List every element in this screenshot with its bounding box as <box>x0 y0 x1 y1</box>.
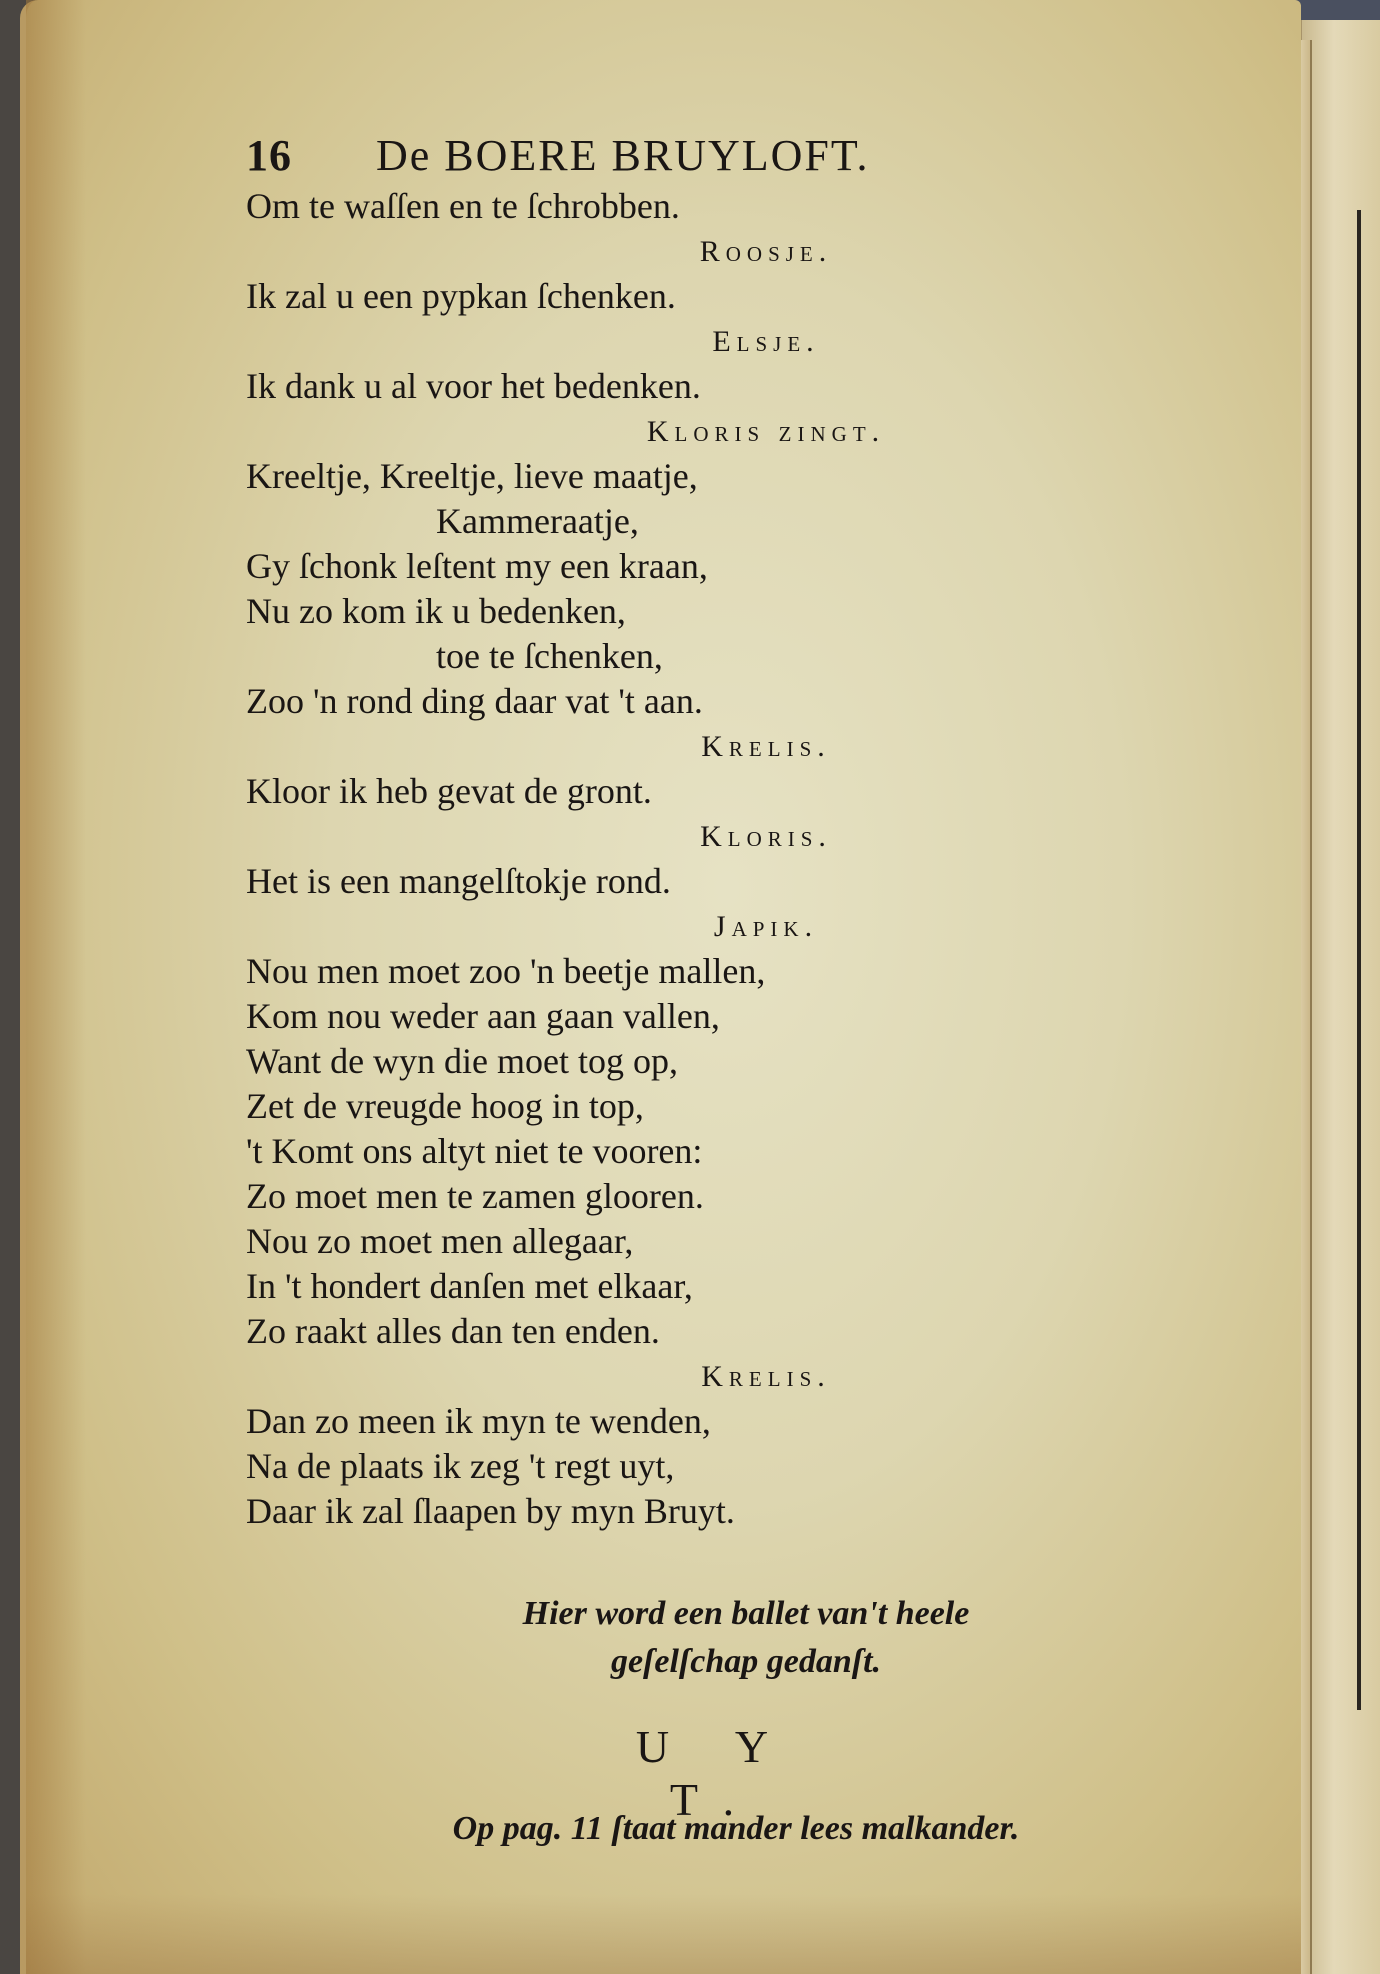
verse-line: Kloor ik heb gevat de gront. <box>246 771 652 811</box>
verse-line: Gy ſchonk leſtent my een kraan, <box>246 546 708 586</box>
speaker-name: Krelis. <box>701 1360 831 1393</box>
verse-line: Na de plaats ik zeg 't regt uyt, <box>246 1446 675 1486</box>
verse-line: Kreeltje, Kreeltje, lieve maatje, <box>246 456 698 496</box>
verse-line: Zet de vreugde hoog in top, <box>246 1086 644 1126</box>
verse-line: Zo raakt alles dan ten enden. <box>246 1311 660 1351</box>
end-mark: U Y T. <box>635 1721 797 1825</box>
speaker-name: Elsje. <box>712 325 820 358</box>
verse-lines <box>246 184 1116 1534</box>
verse-line: Ik zal u een pypkan ſchenken. <box>246 276 676 316</box>
speaker-name: Japik. <box>713 910 819 943</box>
speaker-name: Kloris. <box>700 820 832 853</box>
verse-line: Zo moet men te zamen glooren. <box>246 1176 704 1216</box>
speaker-name: Krelis. <box>701 730 831 763</box>
errata-note: Op pag. 11 ſtaat mander lees malkander. <box>452 1810 1020 1847</box>
verse-line: Zoo 'n rond ding daar vat 't aan. <box>246 681 703 721</box>
verse-line: Nou zo moet men allegaar, <box>246 1221 634 1261</box>
book-page <box>20 0 1301 1974</box>
verse-line: Ik dank u al voor het bedenken. <box>246 366 701 406</box>
verse-line: toe te ſchenken, <box>436 636 663 676</box>
verse-line: Dan zo meen ik myn te wenden, <box>246 1401 711 1441</box>
stage-direction <box>426 1590 1066 1686</box>
verse-line: Kammeraatje, <box>436 501 639 541</box>
verse-line: Het is een mangelſtokje rond. <box>246 861 671 901</box>
verse-line: Om te waſſen en te ſchrobben. <box>246 186 680 226</box>
page-text <box>246 130 1116 1534</box>
verse-line: Nu zo kom ik u bedenken, <box>246 591 626 631</box>
verse-line: Daar ik zal ſlaapen by myn Bruyt. <box>246 1491 735 1531</box>
verse-line: Kom nou weder aan gaan vallen, <box>246 996 720 1036</box>
facing-page <box>1300 20 1380 1974</box>
page-bottom-shadow <box>26 1894 1301 1974</box>
verse-line: 't Komt ons altyt niet te vooren: <box>246 1131 703 1171</box>
stage-direction-line: geſelſchap gedanſt. <box>610 1643 882 1680</box>
speaker-name: Roosje. <box>699 235 833 268</box>
book-title: De BOERE BRUYLOFT. <box>376 131 870 180</box>
verse-line: In 't hondert danſen met elkaar, <box>246 1266 693 1306</box>
page-number: 16 <box>246 131 292 180</box>
verse-line: Nou men moet zoo 'n beetje mallen, <box>246 951 766 991</box>
page-edge-shadow <box>26 0 86 1974</box>
speaker-name: Kloris zingt. <box>646 415 886 448</box>
verse-line: Want de wyn die moet tog op, <box>246 1041 679 1081</box>
stage-direction-line: Hier word een ballet van't heele <box>522 1595 970 1632</box>
running-head <box>246 130 1116 182</box>
facing-page-rule <box>1357 210 1361 1710</box>
